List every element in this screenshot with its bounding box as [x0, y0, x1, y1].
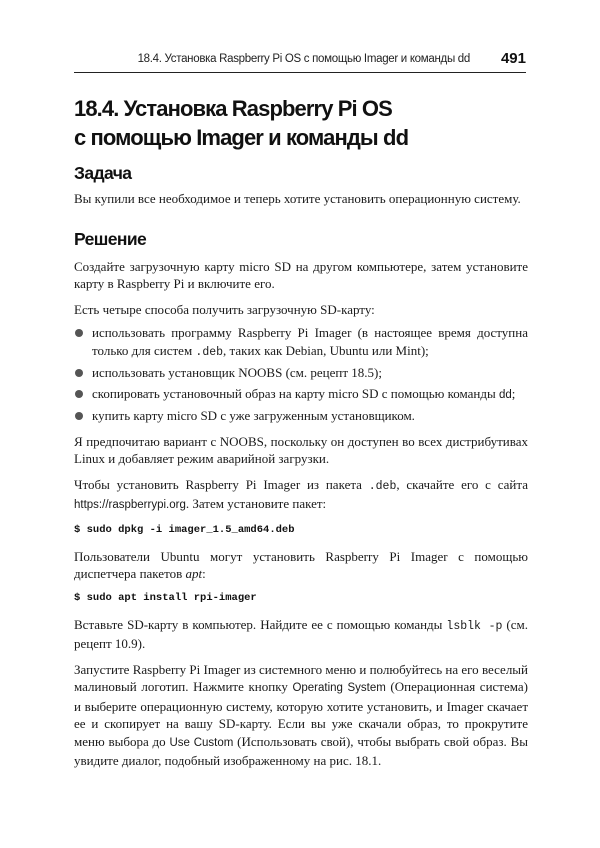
list-item: [74, 364, 528, 382]
bullet3-code: dd: [498, 388, 512, 401]
imager-text-b: , скачайте его с сайта: [396, 476, 528, 492]
bullet1-code: .deb: [195, 345, 224, 359]
launch-text-b: (Операционная система) и выберите операционную систему, которую хотите установить, и Imager скачает ее и скопирует на вашу SD-карту. Если вы уже скачали образ, то прокрутите меню выбора до: [74, 679, 528, 749]
list-item: [74, 407, 528, 425]
problem-text: Вы купили все необходимое и теперь хотите установить операционную систему.: [74, 191, 521, 206]
section-title: [74, 94, 528, 152]
problem-heading: Задача: [74, 163, 132, 183]
imager-paragraph: [74, 476, 528, 515]
running-title: 18.4. Установка Raspberry Pi OS с помощью Imager и команды dd: [137, 53, 470, 65]
solution-intro: Создайте загрузочную карту micro SD на другом компьютере, затем установите карту в Raspberry Pi и включите его.: [74, 258, 528, 291]
bullet1-text-b: , таких как Debian, Ubuntu или Mint);: [223, 342, 429, 358]
sd-card-paragraph: [74, 616, 528, 653]
ubuntu-paragraph: [74, 548, 528, 583]
imager-text-c: . Затем установите пакет:: [185, 496, 327, 511]
code-apt-install: $ sudo apt install rpi-imager: [74, 591, 257, 604]
running-header: [74, 50, 526, 73]
bullet-icon: [75, 369, 83, 377]
section-title-line1: 18.4. Установка Raspberry Pi OS: [74, 96, 392, 121]
ubuntu-text-a: Пользователи Ubuntu могут установить Raspberry Pi Imager с помощью диспетчера пакетов: [74, 548, 528, 581]
list-item: [74, 385, 528, 405]
bullet1-text-a: использовать программу Raspberry Pi Imager (в настоящее время доступна только для систем: [92, 325, 528, 358]
bullet4-text: купить карту micro SD с уже загруженным установщиком.: [92, 408, 415, 423]
sd-text-a: Вставьте SD-карту в компьютер. Найдите ее с помощью команды: [74, 616, 447, 632]
bullet-icon: [75, 412, 83, 420]
page-number: 491: [500, 50, 526, 67]
bullet-icon: [75, 390, 83, 398]
sd-text-b: (см. рецепт 10.9).: [74, 616, 528, 651]
operating-system-label: Operating System: [292, 682, 386, 694]
launch-text-a: Запустите Raspberry Pi Imager из системного меню и полюбуйтесь на его веселый малиновый логотип. Нажмите кнопку: [74, 661, 528, 694]
bullet-icon: [75, 329, 83, 337]
apt-term: apt: [185, 566, 203, 581]
code-dpkg-install: $ sudo dpkg -i imager_1.5_amd64.deb: [74, 523, 295, 536]
section-title-line2: с помощью Imager и команды dd: [74, 125, 409, 150]
use-custom-label: Use Custom: [169, 736, 234, 749]
bullet2-text: использовать установщик NOOBS (см. рецепт 18.5);: [92, 365, 382, 380]
imager-code: .deb: [368, 479, 397, 493]
launch-imager-paragraph: [74, 661, 528, 770]
ways-list: [74, 324, 528, 425]
noobs-paragraph: Я предпочитаю вариант с NOOBS, поскольку он доступен во всех дистрибутивах Linux и добавляет режим аварийной загрузки.: [74, 433, 528, 466]
launch-text-c: (Использовать свой), чтобы выбрать свой образ. Вы увидите диалог, подобный изображенному на рис. 18.1.: [74, 733, 528, 768]
imager-text-a: Чтобы установить Raspberry Pi Imager из пакета: [74, 476, 369, 492]
raspberrypi-link[interactable]: https://raspberrypi.org: [74, 499, 186, 511]
sd-code: lsblk -p: [446, 619, 503, 633]
list-item: [74, 324, 528, 361]
bullet3-text-b: ;: [511, 385, 516, 401]
ways-intro: Есть четыре способа получить загрузочную SD-карту:: [74, 301, 375, 317]
bullet3-text-a: скопировать установочный образ на карту micro SD с помощью команды: [92, 385, 499, 401]
page-content: [74, 94, 528, 770]
solution-heading: Решение: [74, 228, 147, 249]
ubuntu-text-b: :: [202, 566, 206, 581]
